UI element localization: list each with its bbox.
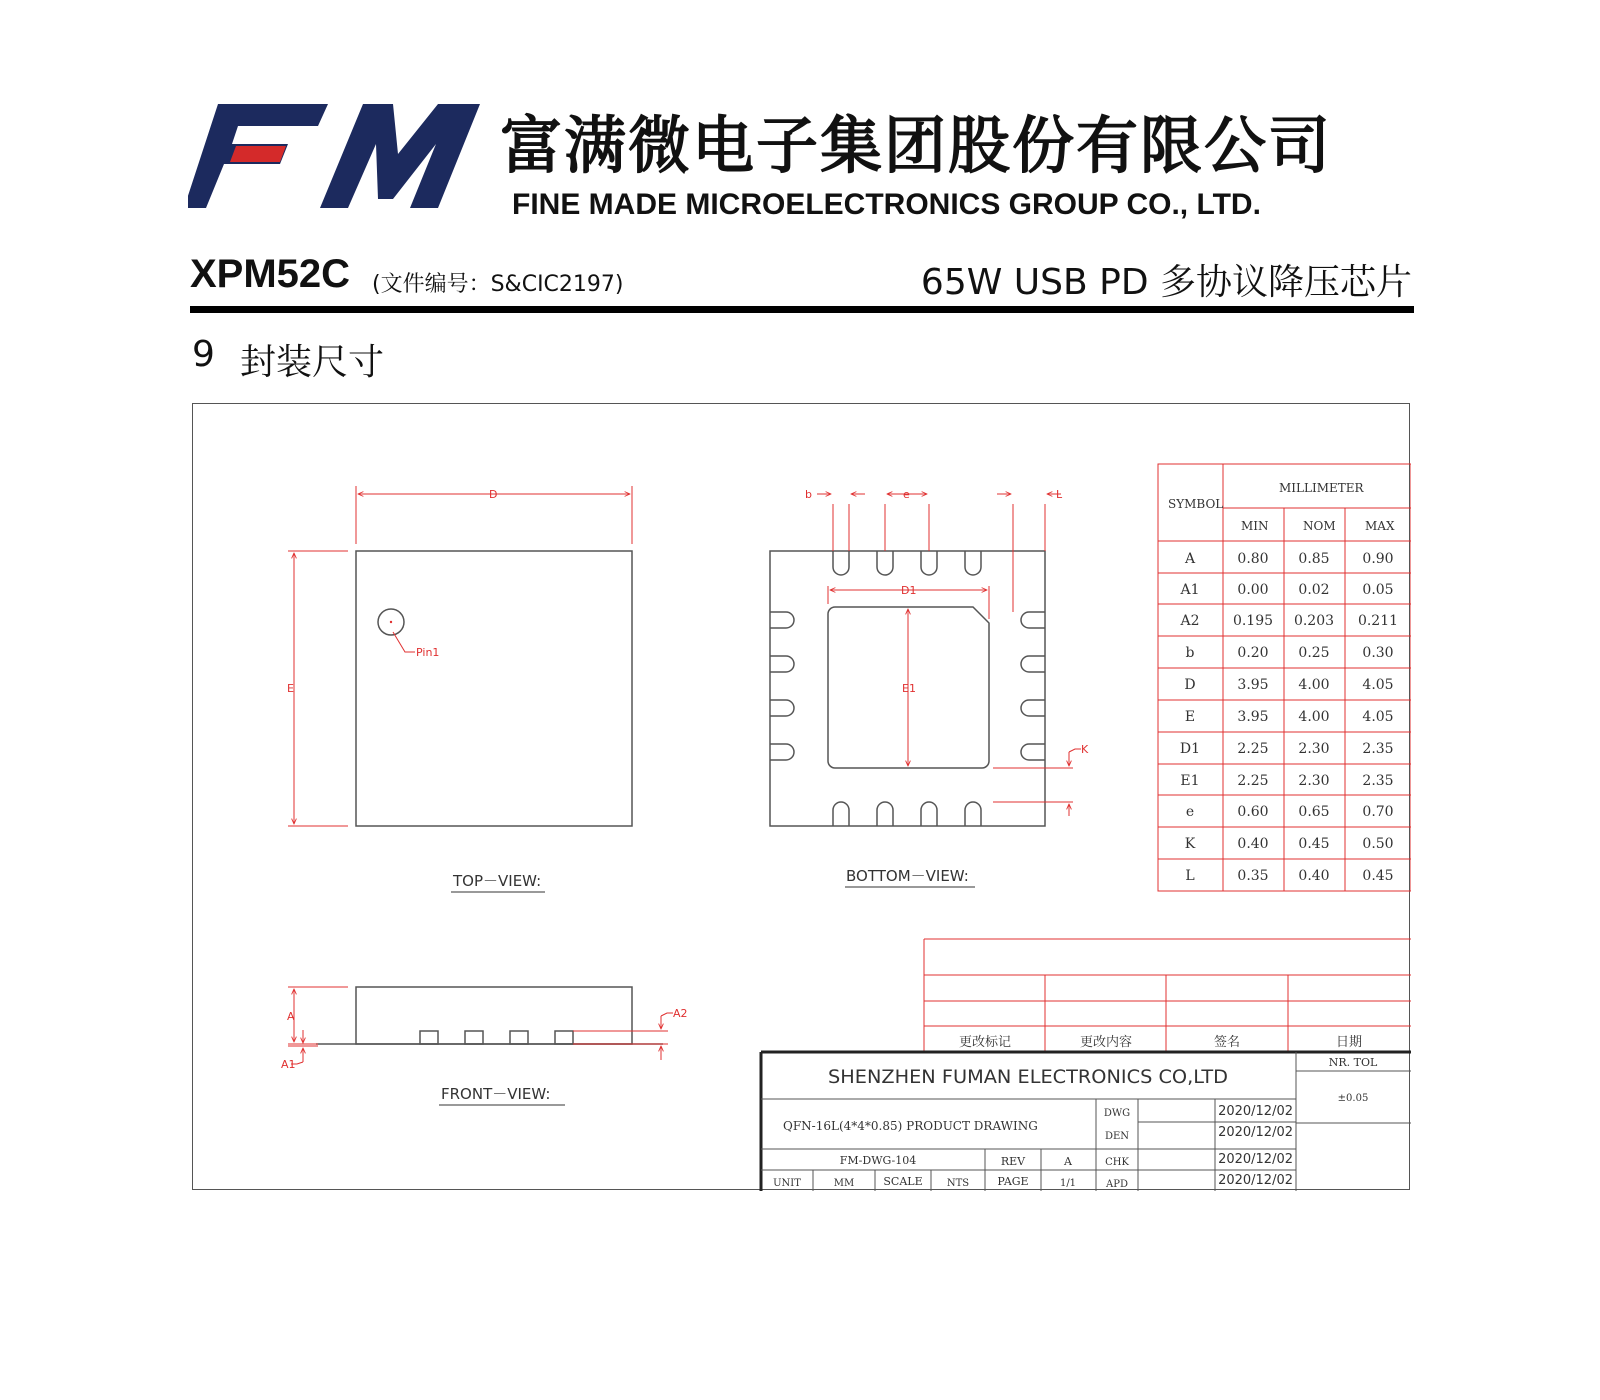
dim-a2-label: A2 — [673, 1007, 688, 1020]
table-row — [1185, 709, 1394, 725]
dim-e1-label: E1 — [902, 682, 916, 695]
section-number: 9 — [192, 334, 215, 375]
table-row — [1184, 677, 1393, 693]
document-number: (文件编号：S&CIC2197) — [372, 272, 624, 297]
table-cell: 0.40 — [1298, 868, 1330, 884]
dim-table-col-min: MIN — [1241, 519, 1269, 533]
dim-a-label: A — [287, 1010, 295, 1023]
signoff-date: 2020/12/02 — [1218, 1173, 1293, 1188]
title-block-rev-label: REV — [1000, 1155, 1026, 1168]
dim-a1-label: A1 — [281, 1058, 296, 1071]
company-name-en: FINE MADE MICROELECTRONICS GROUP CO., LTD. — [512, 188, 1261, 221]
title-block-scale-label: SCALE — [883, 1175, 923, 1188]
dim-b-label: b — [805, 488, 812, 501]
table-cell: 4.05 — [1362, 709, 1394, 725]
table-cell: E — [1184, 709, 1196, 725]
table-cell: 0.90 — [1362, 551, 1394, 567]
title-block-company: SHENZHEN FUMAN ELECTRONICS CO,LTD — [828, 1066, 1228, 1088]
dim-table-symbol-header: SYMBOL — [1168, 497, 1224, 511]
front-view-label: FRONT－VIEW: — [441, 1085, 551, 1103]
table-cell: A — [1184, 551, 1196, 567]
bottom-view-label: BOTTOM－VIEW: — [846, 867, 969, 885]
table-cell: b — [1185, 645, 1195, 661]
table-row — [1180, 741, 1394, 757]
logo-m-shape — [320, 104, 480, 208]
title-block-page-value: 1/1 — [1059, 1178, 1077, 1189]
package-drawing — [192, 403, 1410, 1190]
title-block-page-label: PAGE — [997, 1175, 1029, 1188]
revision-header-signature: 签名 — [1213, 1035, 1241, 1050]
table-cell: 0.60 — [1237, 804, 1269, 820]
table-row — [1185, 868, 1393, 884]
header-divider — [190, 306, 1414, 313]
title-block-unit-label: UNIT — [773, 1178, 801, 1189]
table-row — [1179, 613, 1398, 629]
table-row — [1186, 804, 1394, 820]
table-cell: 2.30 — [1298, 773, 1330, 789]
title-block-rev-value: A — [1064, 1155, 1072, 1168]
company-name-cn: 富满微电子集团股份有限公司 — [500, 109, 1333, 182]
signoff-date: 2020/12/02 — [1218, 1125, 1293, 1140]
signoff-label: APD — [1106, 1179, 1128, 1190]
title-block-unit-value: MM — [833, 1178, 855, 1189]
dim-e-pitch-label: e — [903, 488, 910, 501]
revision-header-date: 日期 — [1335, 1035, 1363, 1050]
dim-k-label: K — [1081, 743, 1089, 756]
table-cell: 2.25 — [1237, 773, 1269, 789]
signoff-label: DWG — [1103, 1108, 1131, 1119]
table-cell: 2.30 — [1298, 741, 1330, 757]
table-cell: 0.80 — [1237, 551, 1269, 567]
logo-f-red-bar — [230, 146, 286, 162]
table-cell: 0.02 — [1298, 582, 1330, 598]
table-cell: 4.00 — [1298, 709, 1330, 725]
table-cell: A2 — [1180, 613, 1200, 629]
table-cell: 0.203 — [1293, 613, 1335, 629]
dimension-table — [1158, 464, 1411, 891]
table-cell: A1 — [1180, 582, 1200, 598]
table-cell: 0.00 — [1237, 582, 1269, 598]
front-view-body — [356, 987, 632, 1044]
table-cell: L — [1185, 868, 1195, 884]
table-cell: 0.45 — [1362, 868, 1394, 884]
table-row — [1179, 582, 1393, 598]
product-title: 65W USB PD 多协议降压芯片 — [920, 262, 1412, 303]
table-cell: 0.05 — [1362, 582, 1394, 598]
dim-d-label: D — [489, 488, 498, 501]
title-block-scale-value: NTS — [946, 1178, 970, 1189]
table-cell: 4.05 — [1362, 677, 1394, 693]
table-cell: D — [1184, 677, 1196, 693]
signoff-date: 2020/12/02 — [1218, 1152, 1293, 1167]
top-view — [287, 486, 632, 892]
table-cell: 0.20 — [1237, 645, 1269, 661]
title-block-tolerance: ±0.05 — [1337, 1093, 1369, 1104]
table-cell: 0.85 — [1298, 551, 1330, 567]
table-cell: 0.195 — [1232, 613, 1274, 629]
table-cell: K — [1184, 836, 1196, 852]
table-cell: 0.50 — [1362, 836, 1394, 852]
table-cell: 0.45 — [1298, 836, 1330, 852]
table-cell: 0.211 — [1357, 613, 1399, 629]
title-block-nr-tol: NR. TOL — [1328, 1056, 1378, 1069]
title-block — [761, 1052, 1411, 1191]
table-cell: 0.30 — [1362, 645, 1394, 661]
table-cell: 2.35 — [1362, 773, 1394, 789]
front-view — [281, 987, 688, 1105]
pin1-label: Pin1 — [416, 646, 440, 659]
table-cell: 0.35 — [1237, 868, 1269, 884]
revision-header-mark: 更改标记 — [958, 1035, 1012, 1050]
top-view-label: TOP－VIEW: — [453, 872, 542, 890]
company-logo — [188, 104, 484, 216]
dim-table-col-nom: NOM — [1303, 519, 1336, 533]
model-number: XPM52C — [190, 252, 351, 296]
revision-table — [924, 939, 1411, 1052]
table-cell: 3.95 — [1237, 677, 1269, 693]
table-row — [1185, 836, 1394, 852]
table-cell: 0.40 — [1237, 836, 1269, 852]
signoff-date: 2020/12/02 — [1218, 1104, 1293, 1119]
dim-table-col-max: MAX — [1365, 519, 1395, 533]
table-cell: 4.00 — [1298, 677, 1330, 693]
table-cell: 2.35 — [1362, 741, 1394, 757]
table-row — [1186, 645, 1394, 661]
table-row — [1180, 773, 1393, 789]
table-cell: 0.70 — [1362, 804, 1394, 820]
table-cell: E1 — [1180, 773, 1200, 789]
drawing-canvas — [193, 404, 1411, 1191]
table-cell: 0.65 — [1298, 804, 1330, 820]
dim-e-label: E — [287, 682, 294, 695]
dim-l-label: L — [1056, 488, 1063, 501]
top-view-body — [356, 551, 632, 826]
bottom-view — [770, 488, 1089, 887]
dim-d1-label: D1 — [901, 584, 917, 597]
dim-table-unit-header: MILLIMETER — [1279, 481, 1364, 495]
table-cell: e — [1185, 804, 1195, 820]
revision-header-content: 更改内容 — [1079, 1035, 1133, 1050]
title-block-description: QFN-16L(4*4*0.85) PRODUCT DRAWING — [783, 1119, 1038, 1133]
section-title: 封装尺寸 — [240, 342, 385, 383]
signoff-label: CHK — [1105, 1157, 1129, 1168]
table-row — [1184, 551, 1394, 567]
table-cell: 3.95 — [1237, 709, 1269, 725]
table-cell: 0.25 — [1298, 645, 1330, 661]
title-block-dwg-no: FM-DWG-104 — [839, 1154, 917, 1167]
signoff-label: DEN — [1104, 1131, 1130, 1142]
table-cell: D1 — [1179, 741, 1201, 757]
table-cell: 2.25 — [1237, 741, 1269, 757]
